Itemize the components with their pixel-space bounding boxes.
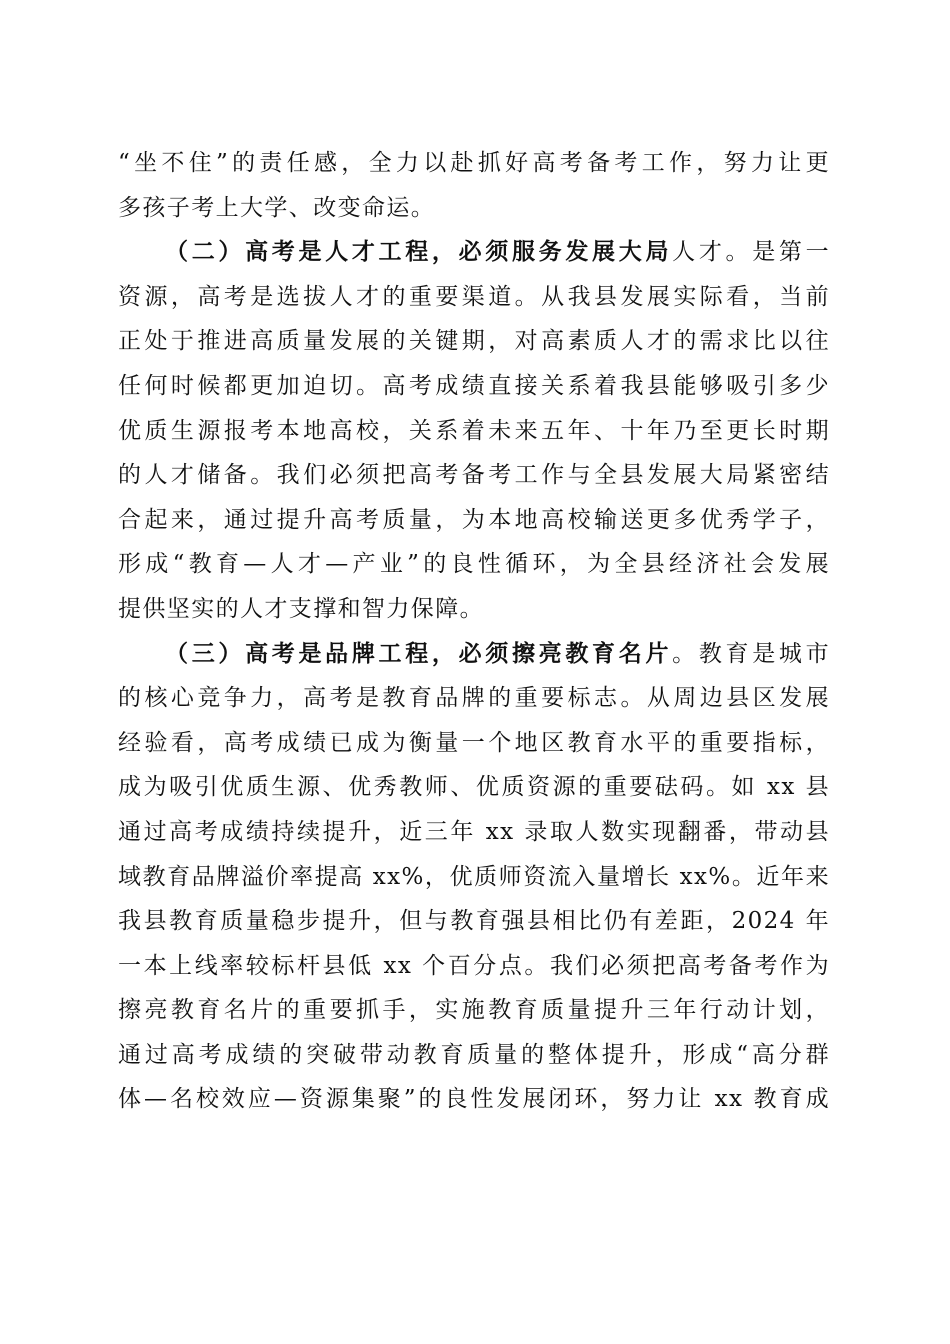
text-line: 正处于推进高质量发展的关键期，对高素质人才的需求比以往	[118, 328, 830, 355]
text-line: 的人才储备。我们必须把高考备考工作与全县发展大局紧密结	[118, 462, 830, 489]
paragraph-continuation	[118, 141, 830, 230]
text-line: 经验看，高考成绩已成为衡量一个地区教育水平的重要指标，	[118, 729, 830, 756]
text-line: 优质生源报考本地高校，关系着未来五年、十年乃至更长时期	[118, 417, 830, 444]
text-line: 域教育品牌溢价率提高 xx%，优质师资流入量增长 xx%。近年来	[118, 863, 830, 890]
text-line: 任何时候都更加迫切。高考成绩直接关系着我县能够吸引多少	[118, 372, 830, 399]
text-line	[118, 230, 830, 275]
text-line: 一本上线率较标杆县低 xx 个百分点。我们必须把高考备考作为	[118, 952, 830, 979]
section-heading-brand: （三）高考是品牌工程，必须擦亮教育名片	[165, 639, 673, 667]
text-line: 资源，高考是选拔人才的重要渠道。从我县发展实际看，当前	[118, 283, 830, 310]
text-line: 形成“教育—人才—产业”的良性循环，为全县经济社会发展	[118, 551, 830, 578]
text-line: 体—名校效应—资源集聚”的良性发展闭环，努力让 xx 教育成	[118, 1086, 830, 1113]
text-line	[118, 632, 830, 677]
text-line: 擦亮教育名片的重要抓手，实施教育质量提升三年行动计划，	[118, 997, 830, 1024]
text-line: 的核心竞争力，高考是教育品牌的重要标志。从周边县区发展	[118, 685, 830, 712]
text-line: “坐不住”的责任感，全力以赴抓好高考备考工作，努力让更	[118, 150, 830, 176]
paragraph-brand-project	[118, 632, 830, 1123]
document-body	[118, 141, 830, 1122]
text-line: 提供坚实的人才支撑和智力保障。	[118, 595, 484, 622]
paragraph-talent-project	[118, 230, 830, 631]
text-line: 我县教育质量稳步提升，但与教育强县相比仍有差距，2024 年	[118, 908, 830, 935]
text-line: 合起来，通过提升高考质量，为本地高校输送更多优秀学子，	[118, 506, 830, 533]
text-line: 多孩子考上大学、改变命运。	[118, 194, 436, 221]
text-line: 成为吸引优质生源、优秀教师、优质资源的重要砝码。如 xx 县	[118, 774, 830, 801]
text-fragment: 。教育是城市	[672, 640, 830, 667]
text-line: 通过高考成绩的突破带动教育质量的整体提升，形成“高分群	[118, 1041, 830, 1068]
text-line: 通过高考成绩持续提升，近三年 xx 录取人数实现翻番，带动县	[118, 818, 830, 845]
section-heading-talent: （二）高考是人才工程，必须服务发展大局	[165, 238, 673, 266]
text-fragment: 人才。是第一	[672, 239, 830, 266]
